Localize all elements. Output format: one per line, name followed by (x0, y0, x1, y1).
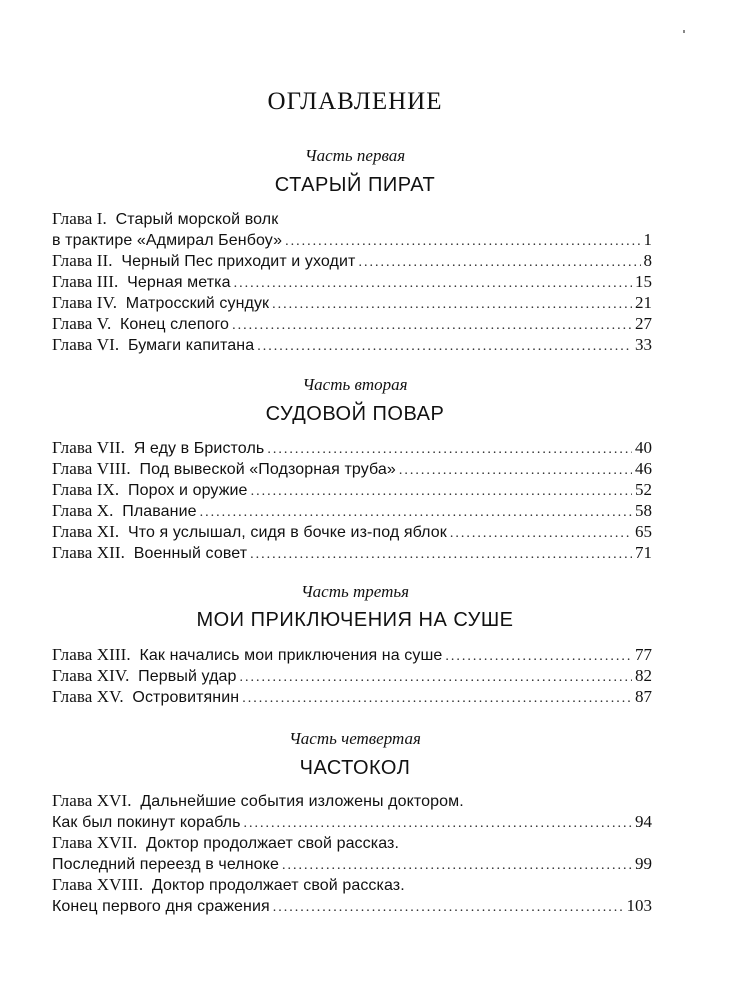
chapter-number: Глава XVI. (52, 791, 132, 810)
toc-entry (52, 853, 652, 874)
chapter-heading (52, 334, 254, 356)
chapter-heading (52, 686, 239, 708)
dot-leader (267, 439, 632, 460)
toc-entry (52, 874, 652, 895)
chapter-number: Глава V. (52, 314, 112, 333)
chapter-heading (52, 479, 248, 501)
chapter-gap (114, 501, 123, 520)
chapter-heading (52, 437, 264, 459)
chapter-title: Старый морской волк (115, 211, 279, 228)
page-number: 52 (635, 480, 652, 499)
dot-leader (200, 502, 632, 523)
part-1-label: Часть первая (304, 146, 406, 165)
page-number: 27 (635, 314, 652, 333)
chapter-number: Глава II. (52, 251, 113, 270)
chapter-title: Матросский сундук (125, 295, 270, 312)
dot-leader (234, 273, 632, 294)
toc-entry (52, 832, 652, 853)
toc-entry (52, 790, 652, 811)
chapter-gap (125, 543, 134, 562)
dot-leader (232, 315, 632, 336)
page-number: 21 (635, 293, 652, 312)
chapter-title: Доктор продолжает свой рассказ. (146, 835, 400, 852)
chapter-gap (118, 272, 127, 291)
chapter-number: Глава XVII. (52, 833, 138, 852)
chapter-heading (52, 832, 399, 854)
dot-leader (282, 855, 632, 876)
page-number: 77 (635, 645, 652, 664)
page-number: 33 (635, 335, 652, 354)
chapter-gap (107, 209, 116, 228)
toc-entry (52, 665, 652, 686)
chapter-heading (52, 521, 447, 543)
toc-entry (52, 479, 652, 500)
chapter-heading (52, 665, 237, 687)
page-number: 82 (635, 666, 652, 685)
part-4-entries (52, 790, 652, 916)
chapter-gap (131, 645, 140, 664)
dot-leader (251, 481, 632, 502)
chapter-number: Глава I. (52, 209, 107, 228)
part-2-entries (52, 437, 652, 563)
chapter-title: Плавание (122, 503, 197, 520)
chapter-number: Глава XIII. (52, 645, 131, 664)
chapter-heading (52, 271, 231, 293)
toc-entry (52, 271, 652, 292)
chapter-title: Как был покинут корабль (52, 814, 241, 831)
toc-entry (52, 686, 652, 707)
chapter-heading (52, 874, 405, 896)
toc-entry (52, 895, 652, 916)
chapter-title: Черная метка (127, 274, 231, 291)
part-3-label: Часть третья (300, 582, 410, 601)
chapter-heading (52, 292, 269, 314)
chapter-gap (137, 833, 146, 852)
toc-entry (52, 542, 652, 563)
chapter-title: Конец слепого (120, 316, 230, 333)
dot-leader (450, 523, 632, 544)
chapter-heading (52, 208, 278, 230)
chapter-title: Дальнейшие события изложены доктором. (140, 793, 464, 810)
dot-leader (273, 897, 624, 918)
chapter-heading (52, 644, 442, 666)
chapter-title: Островитянин (132, 689, 240, 706)
dot-leader (242, 688, 632, 709)
part-1-entries (52, 208, 652, 355)
page-number: 40 (635, 438, 652, 457)
chapter-number: Глава VIII. (52, 459, 131, 478)
chapter-title: Последний переезд в челноке (52, 856, 279, 873)
chapter-gap (143, 875, 152, 894)
chapter-heading (52, 313, 229, 335)
page-number: 71 (635, 543, 652, 562)
chapter-number: Глава XII. (52, 543, 126, 562)
toc-entry (52, 313, 652, 334)
chapter-number: Глава IV. (52, 293, 118, 312)
chapter-title: Как начались мои приключения на суше (139, 647, 443, 664)
chapter-heading (52, 500, 197, 522)
chapter-gap (117, 293, 126, 312)
chapter-gap (125, 438, 134, 457)
dot-leader (240, 667, 632, 688)
part-3-entries (52, 644, 652, 707)
part-1-title: СТАРЫЙ ПИРАТ (274, 174, 436, 196)
page-number: 94 (635, 812, 652, 831)
page-number: 87 (635, 687, 652, 706)
toc-entry (52, 250, 652, 271)
chapter-title: Я еду в Бристоль (133, 440, 265, 457)
chapter-heading (52, 811, 241, 833)
chapter-heading (52, 229, 282, 251)
chapter-heading (52, 458, 396, 480)
chapter-number: Глава VI. (52, 335, 120, 354)
page-number: 8 (643, 251, 652, 270)
chapter-number: Глава III. (52, 272, 119, 291)
page-number: 103 (626, 896, 652, 915)
page-number: 65 (635, 522, 652, 541)
dot-leader (250, 544, 632, 565)
dot-leader (358, 252, 640, 273)
chapter-heading (52, 790, 464, 812)
chapter-heading (52, 853, 279, 875)
chapter-title: Порох и оружие (127, 482, 248, 499)
page-number: 99 (635, 854, 652, 873)
dot-leader (399, 460, 632, 481)
chapter-title: Бумаги капитана (127, 337, 255, 354)
part-4-title: ЧАСТОКОЛ (299, 757, 411, 779)
page-number: 46 (635, 459, 652, 478)
toc-title: ОГЛАВЛЕНИЕ (267, 88, 443, 115)
dot-leader (445, 646, 632, 667)
chapter-gap (111, 314, 120, 333)
page-number: 15 (635, 272, 652, 291)
chapter-title: Конец первого дня сражения (52, 898, 270, 915)
chapter-number: Глава XIV. (52, 666, 130, 685)
page-number: 1 (643, 230, 652, 249)
chapter-heading (52, 250, 355, 272)
chapter-gap (131, 459, 140, 478)
chapter-title: Что я услышал, сидя в бочке из-под яблок (127, 524, 447, 541)
chapter-gap (119, 335, 128, 354)
chapter-gap (119, 522, 128, 541)
chapter-gap (119, 480, 128, 499)
dot-leader (257, 336, 632, 357)
toc-entry (52, 500, 652, 521)
toc-entry (52, 811, 652, 832)
chapter-title: Военный совет (133, 545, 248, 562)
toc-entry (52, 208, 652, 229)
chapter-number: Глава VII. (52, 438, 126, 457)
chapter-number: Глава XI. (52, 522, 120, 541)
chapter-number: Глава XVIII. (52, 875, 144, 894)
part-2-label: Часть вторая (302, 375, 408, 394)
toc-entry (52, 292, 652, 313)
toc-entry (52, 229, 652, 250)
toc-entry (52, 644, 652, 665)
chapter-title: Под вывеской «Подзорная труба» (139, 461, 396, 478)
chapter-heading (52, 895, 270, 917)
part-4-label: Часть четвертая (289, 729, 421, 748)
chapter-title: Первый удар (138, 668, 237, 685)
toc-entry (52, 521, 652, 542)
dot-leader (244, 813, 632, 834)
dot-leader (285, 231, 640, 252)
scan-speck (683, 30, 685, 33)
page-number: 58 (635, 501, 652, 520)
toc-entry (52, 458, 652, 479)
chapter-number: Глава IX. (52, 480, 120, 499)
part-2-title: СУДОВОЙ ПОВАР (265, 403, 445, 425)
toc-entry (52, 334, 652, 355)
toc-entry (52, 437, 652, 458)
chapter-number: Глава XV. (52, 687, 124, 706)
dot-leader (272, 294, 632, 315)
chapter-title: в трактире «Адмирал Бенбоу» (52, 232, 283, 249)
part-3-title: МОИ ПРИКЛЮЧЕНИЯ НА СУШЕ (196, 609, 514, 631)
chapter-title: Черный Пес приходит и уходит (121, 253, 356, 270)
chapter-title: Доктор продолжает свой рассказ. (151, 877, 405, 894)
chapter-gap (129, 666, 138, 685)
chapter-number: Глава X. (52, 501, 114, 520)
chapter-heading (52, 542, 247, 564)
